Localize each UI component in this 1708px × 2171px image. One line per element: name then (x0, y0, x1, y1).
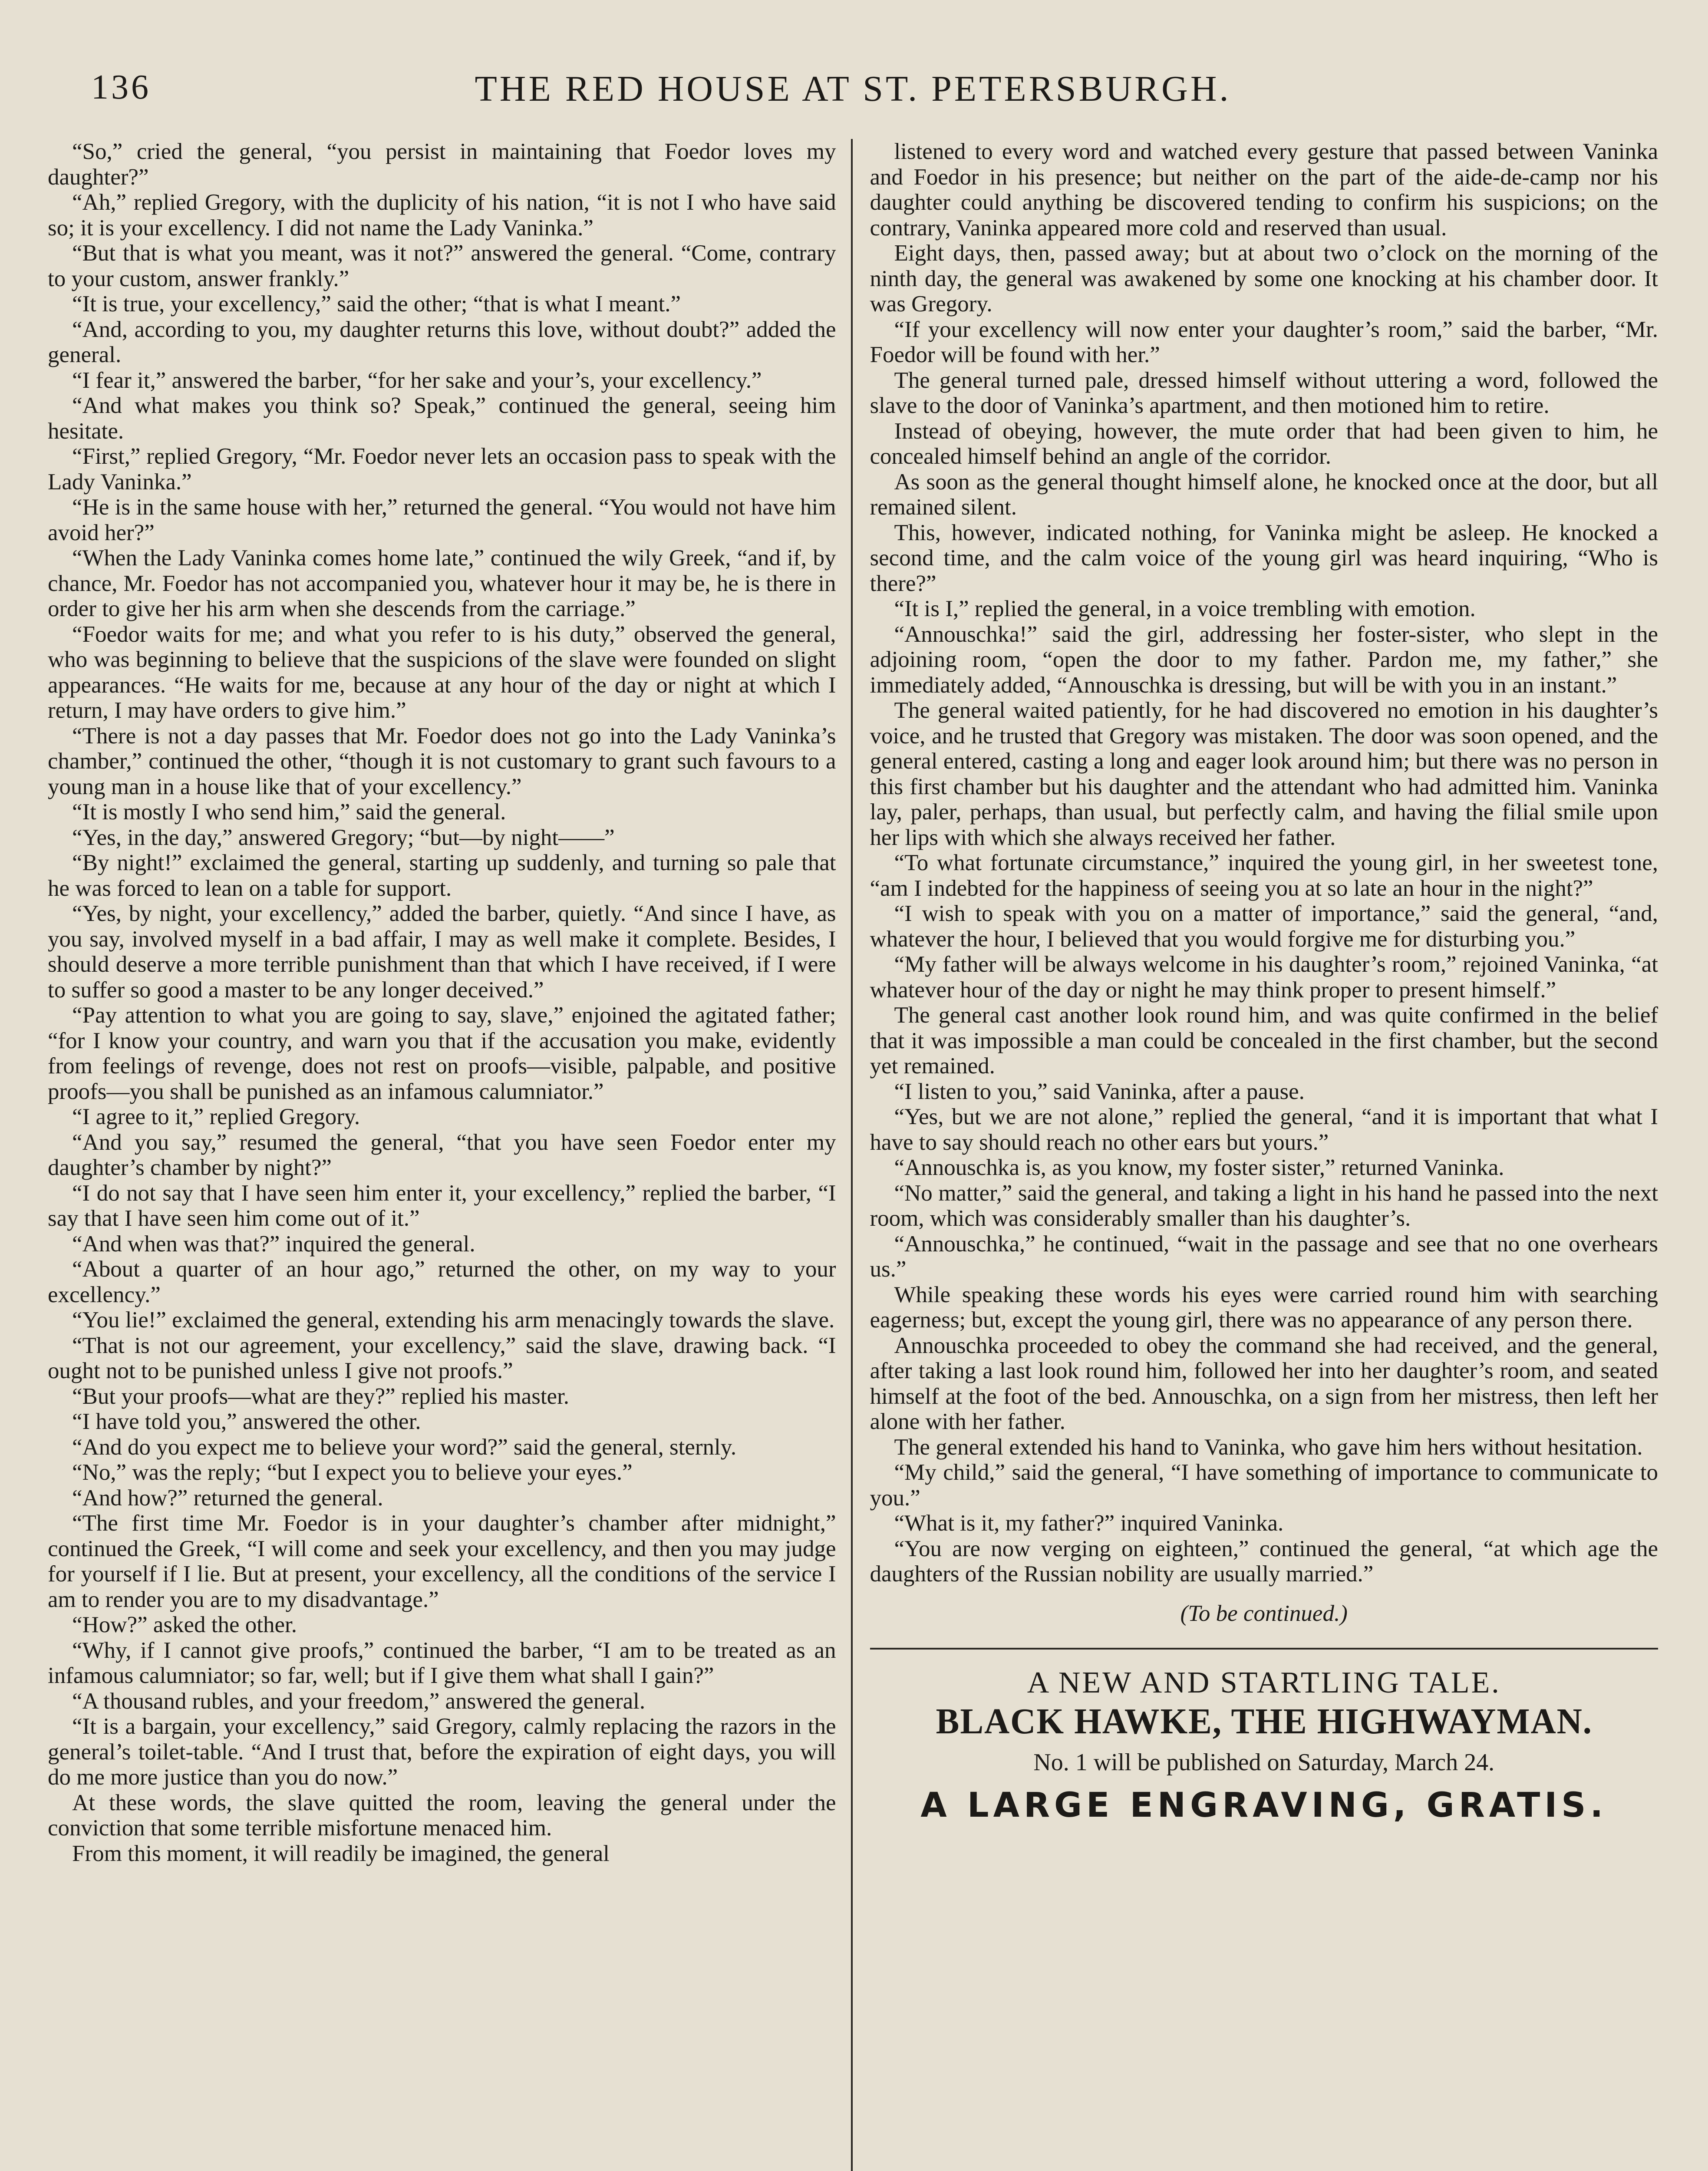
paragraph: “Annouschka!” said the girl, addressing her foster-sister, who slept in the adjoining room, “open the door to my father. Pardon me, my father,” she immediately added, “Annouschka is dressing, but will be with you in an instant.” (870, 621, 1658, 698)
paragraph: “I agree to it,” replied Gregory. (72, 1104, 360, 1129)
to-be-continued: (To be continued.) (1180, 1600, 1348, 1626)
paragraph: “Annouschka,” he continued, “wait in the passage and see that no one overhears us.” (870, 1231, 1658, 1282)
paragraph: “First,” replied Gregory, “Mr. Foedor never lets an occasion pass to speak with the Lady Vaninka.” (48, 444, 836, 495)
paragraph: “That is not our agreement, your excellency,” said the slave, drawing back. “I ought not to be punished unless I give not proofs.” (48, 1333, 836, 1383)
paragraph: “No,” was the reply; “but I expect you to believe your eyes.” (72, 1460, 633, 1485)
paragraph: “My child,” said the general, “I have something of importance to communicate to you.” (870, 1460, 1658, 1511)
paragraph: “He is in the same house with her,” returned the general. “You would not have him avoid her?” (48, 495, 836, 545)
paragraph: “The first time Mr. Foedor is in your daughter’s chamber after midnight,” continued the Greek, “I will come and seek your excellency, and then you may judge for yourself if I lie. But at present, your excellency, all the conditions of the service I am to render you are to my disadvantage.” (48, 1511, 836, 1612)
paragraph: “A thousand rubles, and your freedom,” answered the general. (72, 1688, 646, 1714)
text-columns (48, 139, 1658, 2171)
running-title: THE RED HOUSE AT ST. PETERSBURGH. (475, 69, 1231, 109)
paragraph: “Why, if I cannot give proofs,” continued the barber, “I am to be treated as an infamous calumniator; so far, well; but if I give them what shall I gain?” (48, 1637, 836, 1688)
paragraph: “No matter,” said the general, and taking a light in his hand he passed into the next room, which was considerably smaller than his daughter’s. (870, 1180, 1658, 1231)
paragraph: “My father will be always welcome in his daughter’s room,” rejoined Vaninka, “at whatever hour of the day or night he may think proper to present himself.” (870, 952, 1658, 1003)
paragraph: “It is I,” replied the general, in a voice trembling with emotion. (894, 596, 1476, 621)
paragraph: “Ah,” replied Gregory, with the duplicity of his nation, “it is not I who have said so; it is your excellency. I did not name the Lady Vaninka.” (48, 190, 836, 241)
paragraph: “To what fortunate circumstance,” inquired the young girl, in her sweetest tone, “am I indebted for the happiness of seeing you at so late an hour in the night?” (870, 850, 1658, 901)
page-number: 136 (91, 68, 151, 106)
right-column (853, 139, 1659, 2171)
paragraph: Annouschka proceeded to obey the command she had received, and the general, after taking a last look round him, followed her into her daughter’s room, and seated himself at the foot of the bed. Annouschka, on a sign from her mistress, then left her alone with her father. (870, 1333, 1658, 1434)
paragraph: “I wish to speak with you on a matter of importance,” said the general, “and, whatever the hour, I believed that you would forgive me for disturbing you.” (870, 901, 1658, 952)
ad-kicker: A NEW AND STARTLING TALE. (1027, 1666, 1501, 1699)
paragraph: “By night!” exclaimed the general, starting up suddenly, and turning so pale that he was forced to lean on a table for support. (48, 850, 836, 901)
paragraph: The general cast another look round him, and was quite confirmed in the belief that it was impossible a man could be concealed in the first chamber, but the second yet remained. (870, 1003, 1658, 1079)
paragraph: This, however, indicated nothing, for Vaninka might be asleep. He knocked a second time, and the calm voice of the young girl was heard inquiring, “Who is there?” (870, 520, 1658, 596)
paragraph: “Yes, in the day,” answered Gregory; “but—by night——” (72, 825, 615, 850)
paragraph: As soon as the general thought himself alone, he knocked once at the door, but all remained silent. (870, 469, 1658, 520)
paragraph: “And, according to you, my daughter returns this love, without doubt?” added the general. (48, 317, 836, 367)
paragraph: “When the Lady Vaninka comes home late,” continued the wily Greek, “and if, by chance, Mr. Foedor has not accompanied you, whatever hour it may be, he is there in order to give her his arm when she descends from the carriage.” (48, 545, 836, 621)
paragraph: “It is true, your excellency,” said the other; “that is what I meant.” (72, 291, 681, 317)
page-header (48, 65, 1658, 117)
paragraph: “Foedor waits for me; and what you refer to is his duty,” observed the general, who was beginning to believe that the suspicions of the slave were founded on slight appearances. “He waits for me, because at any hour of the day or night at which I return, I may have orders to give him.” (48, 621, 836, 723)
paragraph: “I listen to you,” said Vaninka, after a pause. (894, 1079, 1305, 1104)
paragraph: “What is it, my father?” inquired Vaninka. (894, 1511, 1284, 1536)
paragraph: While speaking these words his eyes were carried round him with searching eagerness; but, except the young girl, there was no appearance of any person there. (870, 1282, 1658, 1333)
paragraph: “And you say,” resumed the general, “that you have seen Foedor enter my daughter’s chamber by night?” (48, 1129, 836, 1180)
paragraph: From this moment, it will readily be imagined, the general (72, 1841, 610, 1866)
paragraph: The general waited patiently, for he had discovered no emotion in his daughter’s voice, and he trusted that Gregory was mistaken. The door was soon opened, and the general entered, casting a long and eager look around him; but there was no person in this first chamber but his daughter and the attendant who had admitted him. Vaninka lay, paler, perhaps, than usual, but perfectly calm, and having the filial smile upon her lips with which she always received her father. (870, 698, 1658, 850)
paragraph: At these words, the slave quitted the room, leaving the general under the conviction that some terrible misfortune menaced him. (48, 1790, 836, 1841)
paragraph: “Annouschka is, as you know, my foster sister,” returned Vaninka. (894, 1155, 1504, 1180)
paragraph: “About a quarter of an hour ago,” returned the other, on my way to your excellency.” (48, 1257, 836, 1307)
ad-title: BLACK HAWKE, THE HIGHWAYMAN. (936, 1701, 1593, 1742)
paragraph: “And do you expect me to believe your word?” said the general, sternly. (72, 1434, 737, 1460)
paragraph: “It is mostly I who send him,” said the general. (72, 799, 506, 825)
advertisement (870, 1648, 1659, 1825)
ad-publication-note: No. 1 will be published on Saturday, March 24. (1033, 1749, 1495, 1776)
paragraph: “Yes, by night, your excellency,” added the barber, quietly. “And since I have, as you say, involved myself in a bad affair, I may as well make it complete. Besides, I should deserve a more terrible punishment than that which I have received, if I were to suffer so good a master to be any longer deceived.” (48, 901, 836, 1003)
paragraph: Instead of obeying, however, the mute order that had been given to him, he concealed himself behind an angle of the corridor. (870, 418, 1658, 469)
paragraph: “I have told you,” answered the other. (72, 1409, 421, 1434)
right-column-text (870, 139, 1659, 1587)
paragraph: Eight days, then, passed away; but at about two o’clock on the morning of the ninth day, the general was awakened by some one knocking at his chamber door. It was Gregory. (870, 241, 1658, 317)
left-column (48, 139, 851, 2171)
paragraph: “Yes, but we are not alone,” replied the general, “and it is important that what I have to say should reach no other ears but yours.” (870, 1104, 1658, 1155)
paragraph: “I fear it,” answered the barber, “for her sake and your’s, your excellency.” (72, 367, 762, 393)
paragraph: “You lie!” exclaimed the general, extending his arm menacingly towards the slave. (72, 1307, 835, 1333)
paragraph: “You are now verging on eighteen,” continued the general, “at which age the daughters of the Russian nobility are usually married.” (870, 1536, 1658, 1587)
paragraph: “And when was that?” inquired the general. (72, 1231, 475, 1257)
paragraph: “And what makes you think so? Speak,” continued the general, seeing him hesitate. (48, 393, 836, 444)
paragraph: “It is a bargain, your excellency,” said Gregory, calmly replacing the razors in the general’s toilet-table. “And I trust that, before the expiration of eight days, you will do me more justice than you do now.” (48, 1714, 836, 1790)
paragraph: listened to every word and watched every gesture that passed between Vaninka and Foedor in his presence; but neither on the part of the aide-de-camp nor his daughter could anything be discovered tending to confirm his suspicions; on the contrary, Vaninka appeared more cold and reserved than usual. (870, 139, 1658, 241)
paragraph: “How?” asked the other. (72, 1612, 297, 1637)
ad-engraving-notice: A LARGE ENGRAVING, GRATIS. (920, 1785, 1608, 1825)
paragraph: “There is not a day passes that Mr. Foedor does not go into the Lady Vaninka’s chamber,” continued the other, “though it is not customary to grant such favours to a young man in a house like that of your excellency.” (48, 723, 836, 799)
paragraph: The general extended his hand to Vaninka, who gave him hers without hesitation. (894, 1434, 1643, 1460)
paragraph: “I do not say that I have seen him enter it, your excellency,” replied the barber, “I say that I have seen him come out of it.” (48, 1180, 836, 1231)
paragraph: “If your excellency will now enter your daughter’s room,” said the barber, “Mr. Foedor will be found with her.” (870, 317, 1658, 367)
paragraph: “So,” cried the general, “you persist in maintaining that Foedor loves my daughter?” (48, 139, 836, 190)
paragraph: “And how?” returned the general. (72, 1485, 383, 1511)
paragraph: “But your proofs—what are they?” replied his master. (72, 1383, 570, 1409)
paragraph: The general turned pale, dressed himself without uttering a word, followed the slave to the door of Vaninka’s apartment, and then motioned him to retire. (870, 367, 1658, 418)
paragraph: “Pay attention to what you are going to say, slave,” enjoined the agitated father; “for I know your country, and warn you that if the accusation you make, evidently from feelings of revenge, does not rest on proofs—visible, palpable, and positive proofs—you shall be punished as an infamous calumniator.” (48, 1003, 836, 1104)
paragraph: “But that is what you meant, was it not?” answered the general. “Come, contrary to your custom, answer frankly.” (48, 241, 836, 291)
